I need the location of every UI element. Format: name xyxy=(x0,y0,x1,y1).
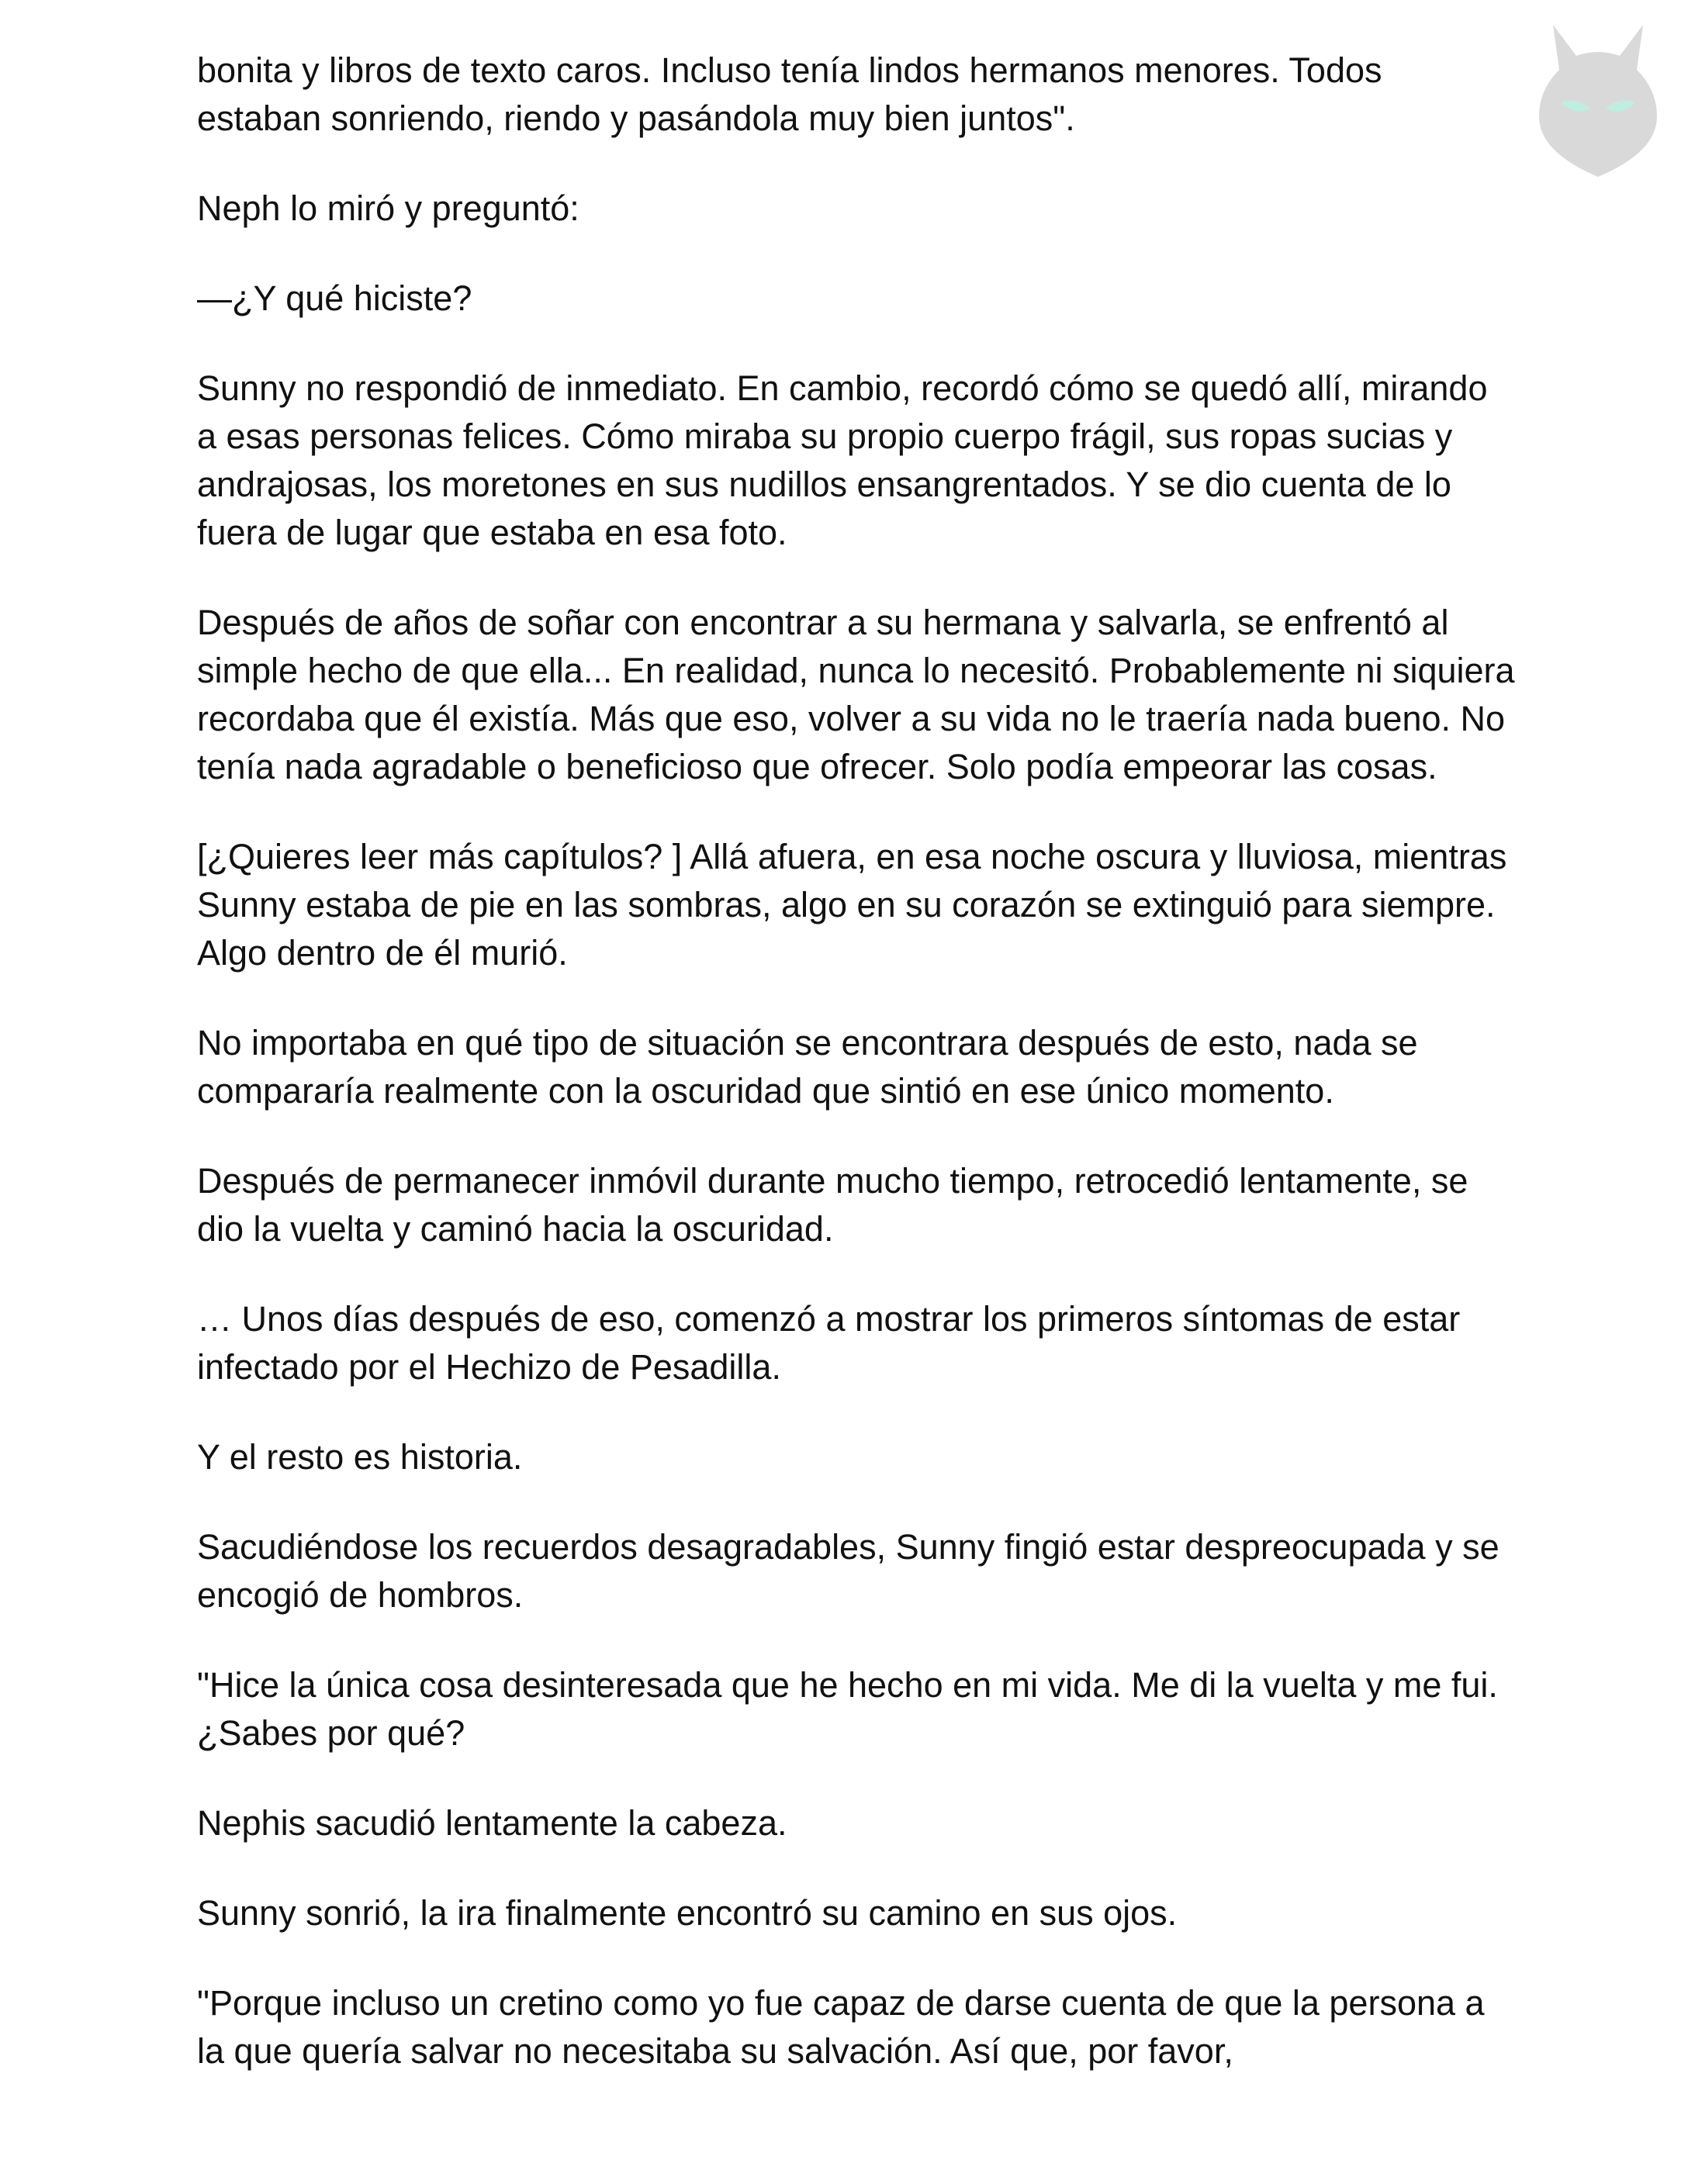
paragraph: "Porque incluso un cretino como yo fue capaz de darse cuenta de que la persona a la que quería salvar no necesitaba su salvación. Así que, por favor, xyxy=(197,1983,1485,2071)
paragraph: No importaba en qué tipo de situación se encontrara después de esto, nada se compararía realmente con la oscuridad que sintió en ese único momento. xyxy=(197,1023,1418,1111)
paragraph: bonita y libros de texto caros. Incluso tenía lindos hermanos menores. Todos estaban sonriendo, riendo y pasándola muy bien juntos". xyxy=(197,50,1382,138)
logo-svg xyxy=(1520,16,1676,186)
paragraph: Sunny no respondió de inmediato. En cambio, recordó cómo se quedó allí, mirando a esas personas felices. Cómo miraba su propio cuerpo frágil, sus ropas sucias y andrajosas, los moretones en sus nudillos ensangrentados. Y se dio cuenta de lo fuera de lugar que estaba en esa foto. xyxy=(197,368,1488,552)
paragraph: Sacudiéndose los recuerdos desagradables, Sunny fingió estar despreocupada y se encogió de hombros. xyxy=(197,1527,1499,1615)
paragraph: Nephis sacudió lentamente la cabeza. xyxy=(197,1803,787,1843)
document-body xyxy=(197,47,1516,2117)
paragraph: Después de años de soñar con encontrar a su hermana y salvarla, se enfrentó al simple hecho de que ella... En realidad, nunca lo necesitó. Probablemente ni siquiera recordaba que él existía. Más que eso, volver a su vida no le traería nada bueno. No tenía nada agradable o beneficioso que ofrecer. Solo podía empeorar las cosas. xyxy=(197,603,1515,786)
paragraph: "Hice la única cosa desinteresada que he hecho en mi vida. Me di la vuelta y me fui. ¿Sabes por qué? xyxy=(197,1665,1498,1753)
paragraph: Después de permanecer inmóvil durante mucho tiempo, retrocedió lentamente, se dio la vuelta y caminó hacia la oscuridad. xyxy=(197,1161,1468,1249)
paragraph: —¿Y qué hiciste? xyxy=(197,278,472,318)
paragraph: [¿Quieres leer más capítulos? ] Allá afuera, en esa noche oscura y lluviosa, mientras Sunny estaba de pie en las sombras, algo en su corazón se extinguió para siempre. Algo dentro de él murió. xyxy=(197,837,1507,973)
paragraph: Y el resto es historia. xyxy=(197,1437,523,1477)
demon-mask-icon xyxy=(1520,16,1676,186)
logo-mask-shape xyxy=(1539,25,1657,177)
paragraph: Sunny sonrió, la ira finalmente encontró su camino en sus ojos. xyxy=(197,1893,1178,1933)
paragraph: Neph lo miró y preguntó: xyxy=(197,188,579,228)
paragraph: … Unos días después de eso, comenzó a mostrar los primeros síntomas de estar infectado por el Hechizo de Pesadilla. xyxy=(197,1299,1461,1387)
